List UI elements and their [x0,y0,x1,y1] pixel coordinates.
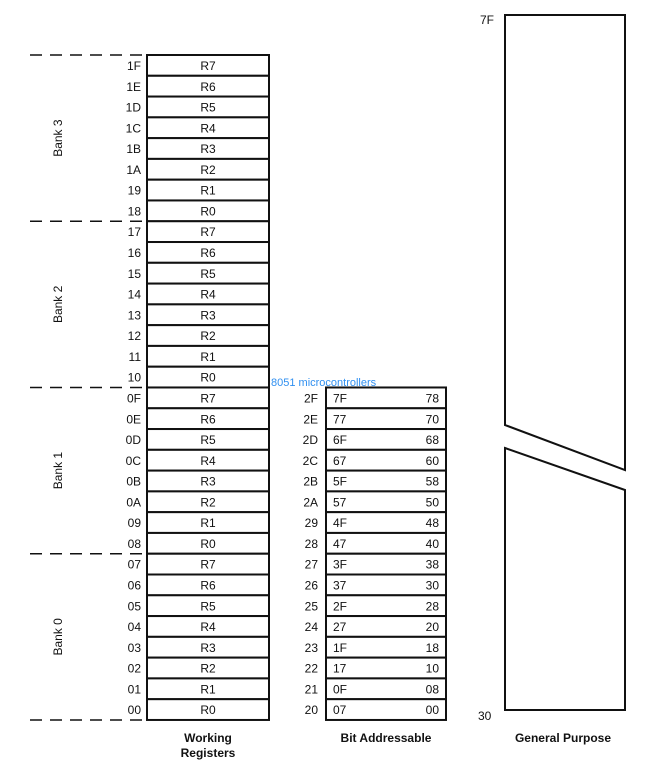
bit-high: 67 [333,453,347,468]
register-address: 0D [125,433,141,448]
register-name: R4 [200,620,216,635]
bit-low: 60 [425,453,439,468]
bank-label: Bank 2 [51,285,65,324]
byte-address: 28 [304,536,318,551]
caption-working-registers-1: Working [184,731,232,745]
bit-low: 70 [425,412,439,427]
bank-label: Bank 3 [51,119,65,157]
bit-low: 08 [425,682,439,697]
register-address: 12 [127,329,141,344]
bit-high: 5F [333,474,348,489]
register-name: R2 [200,661,216,676]
byte-address: 23 [304,640,318,655]
register-name: R5 [200,100,216,115]
byte-address: 2D [302,433,318,448]
register-name: R2 [200,162,216,177]
bit-high: 27 [333,620,347,635]
bank-label: Bank 1 [51,451,65,490]
register-name: R0 [200,536,216,551]
register-name: R4 [200,121,216,136]
bit-high: 3F [333,557,348,572]
bit-low: 68 [425,433,439,448]
bit-low: 58 [425,474,439,489]
byte-address: 29 [304,516,318,531]
register-address: 18 [127,204,141,219]
byte-address: 26 [304,578,318,593]
general-purpose-upper-block [505,15,625,470]
register-address: 06 [127,578,141,593]
bit-high: 4F [333,516,348,531]
register-name: R2 [200,329,216,344]
register-address: 1F [126,59,141,73]
register-name: R1 [200,516,216,531]
register-address: 08 [127,536,141,551]
bit-low: 48 [425,516,439,531]
register-address: 16 [127,246,141,261]
gp-top-address: 7F [480,13,495,27]
bit-high: 7F [333,391,348,406]
register-address: 11 [128,349,141,364]
bit-low: 40 [425,536,439,551]
register-name: R7 [200,391,216,406]
register-name: R3 [200,474,216,489]
general-purpose-area [478,13,625,723]
bit-low: 38 [425,557,439,572]
caption-working-registers-2: Registers [180,746,236,760]
register-name: R4 [200,287,216,302]
bit-low: 78 [425,391,439,406]
bit-high: 1F [333,640,348,655]
register-address: 00 [127,703,141,718]
register-address: 01 [127,682,141,697]
register-address: 02 [127,661,141,676]
register-name: R2 [200,495,216,510]
register-address: 1B [126,142,141,157]
caption-bit-addressable: Bit Addressable [340,731,432,745]
register-name: R7 [200,557,216,572]
general-purpose-lower-block [505,448,625,710]
byte-address: 25 [304,599,318,614]
register-address: 1D [125,100,141,115]
register-address: 17 [127,225,141,240]
bit-high: 2F [333,599,348,614]
register-name: R5 [200,266,216,281]
caption-general-purpose: General Purpose [514,731,612,745]
register-address: 1E [126,79,141,94]
byte-address: 22 [304,661,318,676]
bit-high: 0F [333,682,348,697]
register-name: R5 [200,433,216,448]
bit-high: 77 [333,412,347,427]
register-address: 0B [126,474,141,489]
register-name: R0 [200,204,216,219]
register-name: R6 [200,412,216,427]
register-name: R3 [200,308,216,323]
byte-address: 24 [304,620,318,635]
register-name: R7 [200,225,216,240]
register-name: R3 [200,142,216,157]
watermark: 8051 microcontrollers [271,377,377,389]
byte-address: 2F [303,391,318,406]
bit-high: 17 [333,661,347,676]
bit-high: 07 [333,703,347,718]
register-name: R4 [200,453,216,468]
register-name: R7 [200,59,216,73]
register-address: 0A [126,495,141,510]
bank-label: Bank 0 [51,618,65,656]
register-name: R5 [200,599,216,614]
register-address: 1A [126,162,141,177]
register-address: 09 [127,516,141,531]
bit-high: 37 [333,578,347,593]
register-address: 0E [126,412,141,427]
byte-address: 2E [303,412,318,427]
gp-bottom-address: 30 [478,709,492,723]
bit-low: 10 [425,661,439,676]
bit-low: 28 [425,599,439,614]
bit-low: 30 [425,578,439,593]
register-address: 13 [127,308,141,323]
register-name: R3 [200,640,216,655]
register-address: 14 [127,287,141,302]
register-name: R6 [200,246,216,261]
register-address: 10 [127,370,141,385]
register-name: R6 [200,79,216,94]
register-address: 15 [127,266,141,281]
bit-low: 00 [425,703,439,718]
register-address: 1C [125,121,141,136]
byte-address: 2C [302,453,318,468]
bit-low: 18 [425,640,439,655]
register-name: R1 [200,682,216,697]
byte-address: 20 [304,703,318,718]
register-name: R1 [200,183,216,198]
register-address: 0F [126,391,141,406]
register-address: 19 [127,183,141,198]
bit-low: 20 [425,620,439,635]
bit-high: 57 [333,495,347,510]
register-name: R6 [200,578,216,593]
byte-address: 2A [303,495,318,510]
register-name: R1 [200,349,216,364]
byte-address: 27 [304,557,318,572]
bit-high: 6F [333,433,348,448]
register-address: 05 [127,599,141,614]
register-address: 03 [127,640,141,655]
register-address: 07 [127,557,141,572]
bit-low: 50 [425,495,439,510]
register-address: 0C [125,453,141,468]
byte-address: 21 [304,682,318,697]
register-address: 04 [127,620,141,635]
register-name: R0 [200,703,216,718]
bit-high: 47 [333,536,347,551]
register-name: R0 [200,370,216,385]
byte-address: 2B [303,474,318,489]
